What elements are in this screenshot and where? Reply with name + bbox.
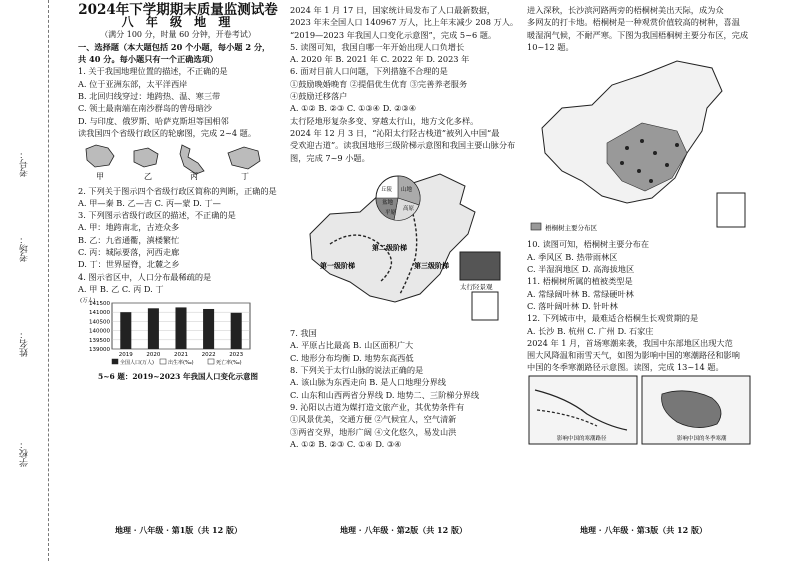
text-line: 2024 年 12 月 3 日，“沁阳太行陉古栈道”被列入中国“最 [290,127,500,138]
question-line: ①鼓励晚婚晚育 ②提倡优生优育 ③完善养老服务 [290,78,468,89]
legend-label: 死亡率(‰) [216,360,242,367]
text-line: 10~12 题。 [527,41,574,52]
legend-label: 全国人口(万人) [120,360,154,367]
question-line: A. 长沙 B. 杭州 C. 广州 D. 石家庄 [527,325,654,336]
page3-footer: 地理 · 八年级 · 第3版（共 12 版） [580,525,707,535]
legend-label: 出生率(‰) [168,360,194,367]
text-line: 2024 年 1 月 17 日，国家统计局发布了人口最新数据， [290,5,496,15]
shape-label: 丙 [190,172,198,182]
step-label: 第二级阶梯 [372,243,407,252]
question-line: A. 平原占比最高 B. 山区面积广大 [290,340,414,351]
page1-footer: 地理 · 八年级 · 第1版（共 12 版） [115,525,242,535]
y-tick-label: 139000 [89,347,110,354]
question-line: C. 领土最南端在南沙群岛的曾母暗沙 [78,103,212,114]
question-line: D. 丁：世界屋脊，北麓之乡 [78,259,180,270]
question-line: 3. 下列图示省级行政区的描述，不正确的是 [78,210,236,221]
terrain-steps-map [290,164,510,324]
y-tick-label: 140500 [89,319,110,326]
question-line: 1. 关于我国地理位置的描述，不正确的是 [78,66,228,77]
text-line: 太行陉地形复杂多变、穿越太行山，地方文化多样。 [290,115,479,126]
page3-column [527,4,752,449]
province-shape-bing [180,145,204,174]
text-line: 受欢迎古道”。读我国地形三级阶梯示意图和我国主要山脉分布 [290,140,516,151]
exam-room-label: 考场： [20,235,30,262]
question-line: 10. 读图可知，梧桐树主要分布在 [527,239,650,250]
exam-title: 2024年下学期期末质量监测试卷 [78,2,278,18]
shape-label: 乙 [144,172,152,182]
pie-label: 山地 [401,186,413,193]
map-caption: 梧桐树主要分布区 [545,224,597,233]
legend-swatch [531,223,541,230]
question-line: A. 甲：地跨南北，古迹众多 [78,222,180,233]
question-line: 9. 沁阳以古道为媒打造文旅产业，其优势条件有 [290,401,465,412]
figure-caption: 影响中国的冬季寒潮 [677,435,727,442]
exam-number-label: 考号： [20,150,30,177]
section-heading: 一、选择题（本大题包括 20 个小题，每小题 2 分，共 40 分。每小题只有一个正确选项） [78,41,271,65]
question-line: 6. 面对目前人口问题，下列措施不合理的是 [290,66,448,77]
y-tick-label: 141000 [89,310,110,317]
pie-label: 盆地 [382,199,394,206]
text-line: 图，完成 7~9 小题。 [290,152,370,163]
province-shape-ding [228,147,260,169]
shape-label: 甲 [96,172,104,182]
question-line: A. 该山脉为东西走向 B. 是人口地理分界线 [290,377,446,388]
province-shape-jia [86,145,114,167]
page2-footer: 地理 · 八年级 · 第2版（共 12 版） [340,525,467,535]
question-line: 7. 我国 [290,328,317,339]
south-sea-inset [717,193,745,227]
y-axis-label: (万人) [80,298,96,305]
province-outlines-figure [78,139,278,181]
pie-label: 平原 [385,209,397,216]
x-tick-label: 2021 [174,352,188,359]
page2-column [290,4,519,450]
page1-column [78,4,278,383]
plane-tree-distribution-map [527,53,752,235]
question-line: A. 常绿阔叶林 B. 常绿硬叶林 [527,288,634,299]
question-line: A. 位于亚洲东部，太平洋西岸 [78,78,188,89]
x-tick-label: 2020 [146,352,161,359]
school-label: 学校： [20,440,30,467]
question-line: C. 落叶阔叶林 D. 针叶林 [527,300,618,311]
legend-swatch [160,359,166,364]
question-line: 4. 图示省区中，人口分布最稀疏的是 [78,271,212,282]
legend-swatch [208,359,214,364]
text-line: 2023 年末全国人口 140967 万人，比上年末减少 208 万人。 [290,17,519,28]
chart-bar [175,308,186,350]
text-line: 多网友的打卡地。梧桐树是一种观赏价值较高的树种，喜温 [527,17,740,28]
question-line: ①风景优美，交通方便 ②气候宜人，空气清新 [290,414,457,425]
x-tick-label: 2019 [118,352,133,359]
cold-wave-figures [527,374,752,446]
binding-strip [0,0,49,561]
exam-note: （满分 100 分，时量 60 分钟，开卷考试） [100,29,256,39]
taihang-photo [460,252,500,280]
question-line: C. 丙：城际要落，河西走廊 [78,247,180,258]
question-line: B. 乙：九省通衢，滇楼繁忙 [78,234,180,245]
question-line: A. 季风区 B. 热带雨林区 [527,251,618,262]
photo-caption: 太行陉景观 [460,282,493,291]
south-sea-inset [472,292,498,320]
y-tick-label: 139500 [89,338,110,345]
chart-bar [148,309,159,350]
step-label: 第一级阶梯 [320,261,355,270]
y-tick-label: 141500 [89,301,110,308]
question-line: A. 甲—秦 B. 乙—吉 C. 丙—蒙 D. 丁— [78,197,221,208]
cold-wave-map-left [529,376,637,444]
chart-bar [203,309,214,349]
pie-label: 丘陵 [381,186,393,193]
question-line: 5. 读图可知，我国自哪一年开始出现人口负增长 [290,41,465,52]
y-tick-label: 140000 [89,328,110,335]
question-line: C. 地形分布均衡 D. 地势东高西低 [290,352,414,363]
question-line: ③两省交界，地形广阔 ④文化悠久，易发山洪 [290,426,457,437]
text-line: “2019—2023 年我国人口变化示意图”，完成 5~6 题。 [290,29,497,40]
question-line: 8. 下列关于太行山脉的说法正确的是 [290,365,424,376]
question-line: A. 2020 年 B. 2021 年 C. 2022 年 D. 2023 年 [290,54,470,65]
question-line: A. 甲 B. 乙 C. 丙 D. 丁 [78,283,164,294]
question-line: ④鼓励迁移落户 [290,91,348,102]
text-line: 中国的冬季寒潮路径示意图。读图，完成 13~14 题。 [527,362,724,373]
chart-caption: 5~6 题：2019~2023 年我国人口变化示意图 [98,371,258,381]
question-line: A. ①② B. ②③ C. ①④ D. ③④ [290,438,402,449]
text-line: 2024 年 1 月，首场寒潮来袭，我国中东部地区出现大范 [527,337,733,348]
name-label: 姓名： [20,330,30,357]
text-line: 围大风降温和雨雪天气，如图为影响中国的寒潮路径和影响 [527,350,740,361]
question-line: 2. 下列关于图示四个省级行政区简称的判断，正确的是 [78,185,277,196]
chart-bar [120,312,131,349]
x-tick-label: 2022 [201,352,216,359]
pie-label: 高原 [403,205,415,212]
population-chart [78,295,278,367]
question-line: C. 山东和山西两省分界线 D. 地势二、三阶梯分界线 [290,389,480,400]
chart-bar [231,313,242,349]
shape-label: 丁 [241,172,249,182]
question-line: D. 与印度、俄罗斯、哈萨克斯坦等国相邻 [78,115,229,126]
question-line: 11. 梧桐树所属的植被类型是 [527,276,633,287]
x-tick-label: 2023 [229,352,244,359]
exam-subject: 八 年 级 地 理 [121,15,235,30]
question-line: A. ①② B. ②③ C. ①③④ D. ②③④ [290,103,417,114]
text-line: 进入深秋，长沙滨河路两旁的梧桐树美出天际，成为众 [527,5,724,15]
figure-caption: 影响中国的寒潮路径 [557,435,607,442]
question-line: 读我国四个省级行政区的轮廓图，完成 2~4 题。 [78,127,257,138]
text-line: 暖湿润气候，不耐严寒。下图为我国梧桐树主要分布区，完成 [527,29,749,40]
question-line: B. 北回归线穿过：地跨热、温、寒三带 [78,91,221,102]
province-shape-yi [134,148,158,167]
step-label: 第三级阶梯 [414,261,449,270]
legend-swatch [112,359,118,364]
question-line: C. 半湿润地区 D. 高海拔地区 [527,264,635,275]
question-line: 12. 下列城市中，最难适合梧桐生长观赏期的是 [527,313,699,324]
